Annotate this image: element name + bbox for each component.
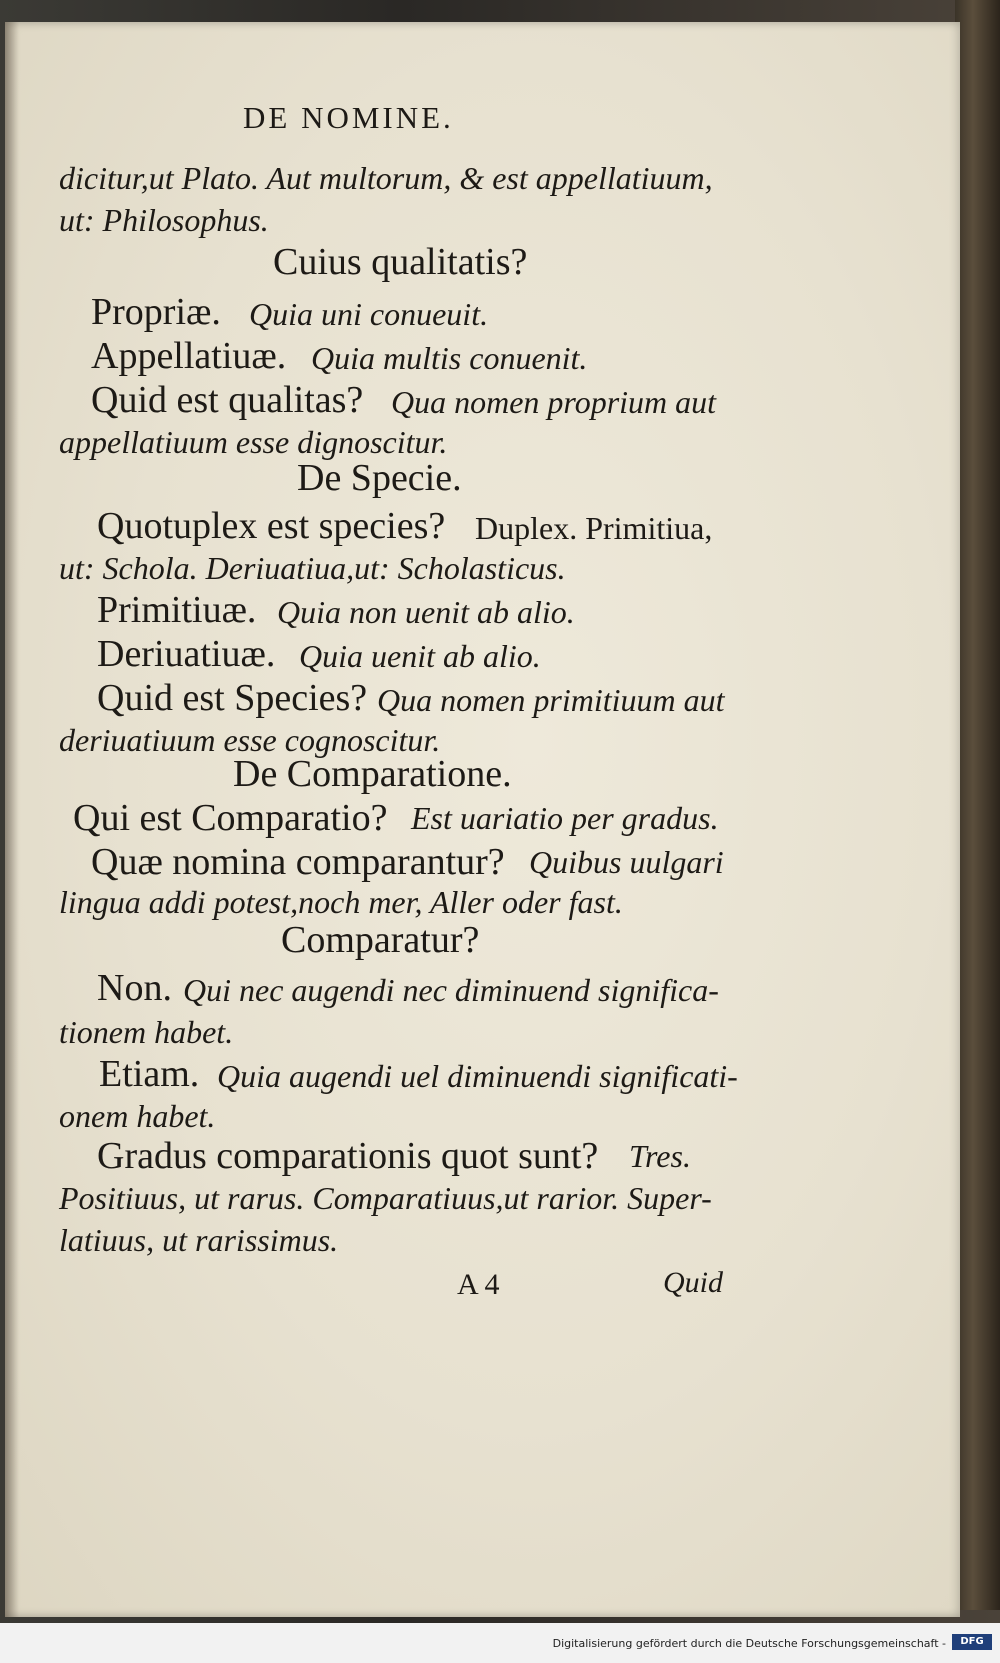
answer-term: Appellatiuæ. <box>91 335 287 377</box>
text-line: dicitur,ut Plato. Aut multorum, & est appellatiuum, <box>59 160 713 196</box>
answer-text: Est uariatio per gradus. <box>411 800 719 836</box>
question-text: Qui est Comparatio? <box>73 797 388 839</box>
catchword: Quid <box>663 1266 723 1299</box>
answer-text: Quia non uenit ab alio. <box>277 594 575 630</box>
book-edge <box>955 0 1000 1610</box>
text-line: ut: Philosophus. <box>59 202 269 238</box>
answer-text: Qua nomen primitiuum aut <box>377 682 725 718</box>
question-text: Quid est qualitas? <box>91 379 364 421</box>
text-line: appellatiuum esse dignoscitur. <box>59 424 448 460</box>
answer-term: Primitiuæ. <box>97 589 257 631</box>
answer-text: Quibus uulgari <box>529 844 724 880</box>
answer-text: Duplex. Primitiua, <box>475 510 713 546</box>
question-text: Quotuplex est species? <box>97 505 446 547</box>
answer-term: Propriæ. <box>91 291 221 333</box>
answer-text: Qua nomen proprium aut <box>391 384 717 420</box>
digitization-footer <box>0 1623 1000 1663</box>
section-heading: De Comparatione. <box>233 753 512 795</box>
answer-term: Etiam. <box>99 1053 200 1095</box>
answer-term: Deriuatiuæ. <box>97 633 276 675</box>
text-line: latiuus, ut rarissimus. <box>59 1222 339 1258</box>
dfg-logo: DFG <box>952 1634 992 1650</box>
text-line: lingua addi potest,noch mer, Aller oder fast. <box>59 884 623 920</box>
answer-text: Quia uenit ab alio. <box>299 638 541 674</box>
section-question: Comparatur? <box>281 919 480 961</box>
running-header: DE NOMINE. <box>243 100 454 135</box>
text-line: ut: Schola. Deriuatiua,ut: Scholasticus. <box>59 550 566 586</box>
answer-text: Quia augendi uel diminuendi significati- <box>217 1058 738 1094</box>
signature-mark: A 4 <box>457 1268 500 1301</box>
text-line: onem habet. <box>59 1098 216 1134</box>
answer-text: Quia multis conuenit. <box>311 340 588 376</box>
text-line: deriuatiuum esse cognoscitur. <box>59 722 441 758</box>
book-page <box>5 22 960 1617</box>
question-text: Quid est Species? <box>97 677 368 719</box>
answer-text: Qui nec augendi nec diminuend significa- <box>183 972 719 1008</box>
answer-text: Quia uni conueuit. <box>249 296 489 332</box>
text-line: tionem habet. <box>59 1014 234 1050</box>
section-question: Cuius qualitatis? <box>273 241 528 283</box>
answer-term: Non. <box>97 967 172 1009</box>
answer-text: Tres. <box>629 1138 691 1174</box>
text-line: Positiuus, ut rarus. Comparatiuus,ut rarior. Super- <box>59 1180 712 1216</box>
question-text: Gradus comparationis quot sunt? <box>97 1135 599 1177</box>
funding-notice: Digitalisierung gefördert durch die Deutsche Forschungsgemeinschaft - <box>552 1637 946 1650</box>
question-text: Quæ nomina comparantur? <box>91 841 505 883</box>
section-heading: De Specie. <box>297 457 462 499</box>
